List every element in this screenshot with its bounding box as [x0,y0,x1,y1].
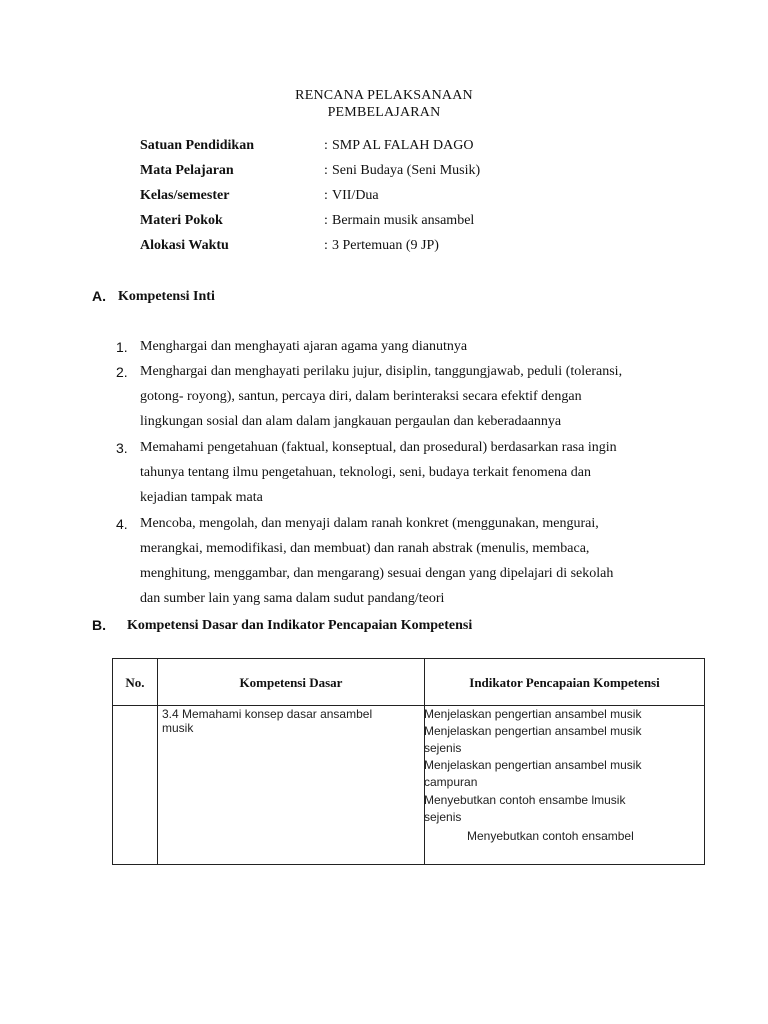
info-colon: : [324,188,328,203]
document-title-line2: PEMBELAJARAN [327,105,441,120]
ki-item-number: 2. [116,364,128,380]
info-value: Bermain musik ansambel [332,213,475,228]
info-row-alokasi-waktu [140,238,700,258]
section-a-title: Kompetensi Inti [118,289,215,304]
table-cell-ipk-line: Menyebutkan contoh ensambe lmusik [424,793,626,807]
table-cell-kd-line: musik [162,721,194,735]
info-label: Mata Pelajaran [140,163,234,178]
info-row-kelas-semester [140,188,700,208]
ki-item-text: tahunya tentang ilmu pengetahuan, teknologi, seni, budaya terkait fenomena dan [140,465,591,480]
section-b-letter: B. [92,617,106,633]
info-colon: : [324,138,328,153]
kd-ipk-table [112,658,705,865]
ki-item-text: gotong- royong), santun, percaya diri, dalam berinteraksi secara efektif dengan [140,389,582,404]
table-cell-kd-line: 3.4 Memahami konsep dasar ansambel [162,707,373,721]
table-header-kompetensi-dasar: Kompetensi Dasar [239,675,343,690]
document-title-line1: RENCANA PELAKSANAAN [295,88,473,103]
ki-item-text: Menghargai dan menghayati ajaran agama yang dianutnya [140,339,468,354]
info-label: Alokasi Waktu [140,238,229,253]
info-label: Kelas/semester [140,188,230,203]
info-value: SMP AL FALAH DAGO [332,138,474,153]
ki-item-text: Memahami pengetahuan (faktual, konseptual, dan prosedural) berdasarkan rasa ingin [140,440,617,455]
ki-item-text: merangkai, memodifikasi, dan membuat) dan ranah abstrak (menulis, membaca, [140,541,590,556]
ki-item-text: kejadian tampak mata [140,490,263,505]
ki-item-text: Menghargai dan menghayati perilaku jujur, disiplin, tanggungjawab, peduli (toleransi, [140,364,623,379]
info-label: Materi Pokok [140,213,223,228]
info-colon: : [324,163,328,178]
ki-item-text: lingkungan sosial dan alam dalam jangkauan pergaulan dan keberadaannya [140,414,562,429]
table-row-divider [113,705,704,706]
info-label: Satuan Pendidikan [140,138,254,153]
ki-item-number: 3. [116,440,128,456]
table-cell-ipk-line: Menjelaskan pengertian ansambel musik [424,707,642,721]
ki-item-text: Mencoba, mengolah, dan menyaji dalam ranah konkret (menggunakan, mengurai, [140,516,599,531]
table-cell-ipk-line: sejenis [424,741,462,755]
table-header-indikator: Indikator Pencapaian Kompetensi [469,675,660,690]
info-row-satuan-pendidikan [140,138,700,158]
table-cell-ipk-line: Menjelaskan pengertian ansambel musik [424,724,642,738]
info-colon: : [324,213,328,228]
info-value: Seni Budaya (Seni Musik) [332,163,481,178]
ki-item-number: 4. [116,516,128,532]
section-b-title: Kompetensi Dasar dan Indikator Pencapaian Kompetensi [127,618,473,633]
section-a-letter: A. [92,288,106,304]
table-header-no: No. [125,675,145,690]
ki-item-number: 1. [116,339,128,355]
info-colon: : [324,238,328,253]
ki-item-text: menghitung, menggambar, dan mengarang) sesuai dengan yang dipelajari di sekolah [140,566,614,581]
info-value: VII/Dua [332,188,379,203]
table-cell-ipk-line: Menyebutkan contoh ensambel [467,829,634,843]
info-value: 3 Pertemuan (9 JP) [332,238,439,253]
ki-item-text: dan sumber lain yang sama dalam sudut pandang/teori [140,591,445,606]
info-row-materi-pokok [140,213,700,233]
info-row-mata-pelajaran [140,163,700,183]
table-cell-ipk-line: sejenis [424,810,462,824]
table-cell-ipk-line: Menjelaskan pengertian ansambel musik [424,758,642,772]
table-cell-ipk-line: campuran [424,775,478,789]
